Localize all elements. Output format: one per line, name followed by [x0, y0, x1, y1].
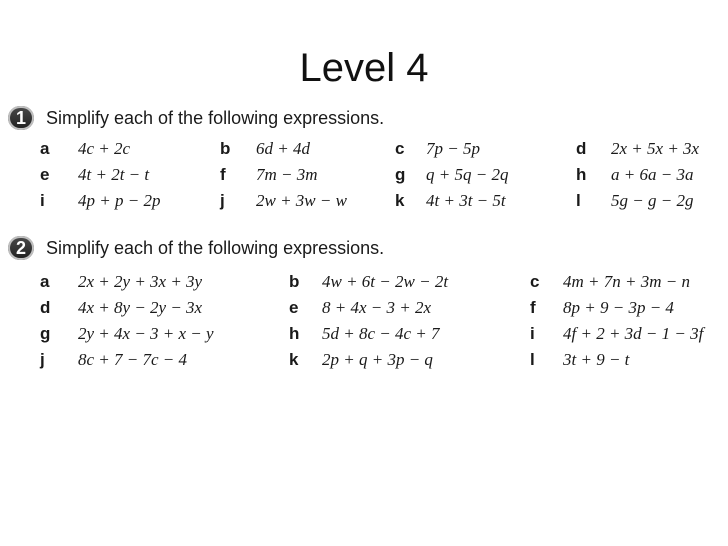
expression: 7p − 5p	[426, 139, 480, 158]
part-label: h	[576, 165, 587, 184]
exercise-row	[0, 270, 728, 294]
part-label: f	[530, 298, 536, 317]
expression: 2y + 4x − 3 + x − y	[78, 324, 214, 343]
expression: 2p + q + 3p − q	[322, 350, 433, 369]
expression: 5g − g − 2g	[611, 191, 694, 210]
exercise-row	[0, 296, 728, 320]
expression: 7m − 3m	[256, 165, 318, 184]
expression: 2x + 5x + 3x	[611, 139, 700, 158]
part-label: i	[530, 324, 535, 343]
expression: 3t + 9 − t	[563, 350, 630, 369]
part-label: a	[40, 139, 50, 158]
part-label: f	[220, 165, 226, 184]
expression: 4f + 2 + 3d − 1 − 3f	[563, 324, 704, 343]
part-label: g	[395, 165, 406, 184]
exercise-row	[0, 189, 728, 213]
expression: 4x + 8y − 2y − 3x	[78, 298, 203, 317]
part-label: g	[40, 324, 51, 343]
expression: 2x + 2y + 3x + 3y	[78, 272, 203, 291]
expression: 4p + p − 2p	[78, 191, 161, 210]
expression: 8c + 7 − 7c − 4	[78, 350, 188, 369]
part-label: b	[220, 139, 231, 158]
part-label: l	[530, 350, 535, 369]
expression: 2w + 3w − w	[256, 191, 347, 210]
part-label: j	[220, 191, 225, 210]
part-label: b	[289, 272, 300, 291]
expression: 6d + 4d	[256, 139, 310, 158]
question-2-header	[8, 235, 384, 261]
exercise-row	[0, 137, 728, 161]
expression: 4c + 2c	[78, 139, 131, 158]
expression: 8p + 9 − 3p − 4	[563, 298, 674, 317]
part-label: d	[40, 298, 51, 317]
part-label: e	[40, 165, 50, 184]
expression: q + 5q − 2q	[426, 165, 509, 184]
part-label: a	[40, 272, 50, 291]
part-label: k	[395, 191, 405, 210]
part-label: i	[40, 191, 45, 210]
expression: 4m + 7n + 3m − n	[563, 272, 690, 291]
slide-title: Level 4	[299, 46, 429, 90]
question-instruction: Simplify each of the following expressions.	[46, 237, 385, 258]
part-label: d	[576, 139, 587, 158]
exercise-row	[0, 322, 728, 346]
part-label: c	[395, 139, 405, 158]
exercise-row	[0, 348, 728, 372]
exercise-row	[0, 163, 728, 187]
part-label: h	[289, 324, 300, 343]
expression: 4w + 6t − 2w − 2t	[322, 272, 449, 291]
question-number-badge: 1	[8, 106, 34, 130]
part-label: e	[289, 298, 299, 317]
part-label: c	[530, 272, 540, 291]
question-1-header	[8, 105, 384, 131]
question-number-badge: 2	[8, 236, 34, 260]
expression: 8 + 4x − 3 + 2x	[322, 298, 432, 317]
expression: 5d + 8c − 4c + 7	[322, 324, 440, 343]
question-instruction: Simplify each of the following expressions.	[46, 107, 385, 128]
expression: 4t + 2t − t	[78, 165, 150, 184]
part-label: k	[289, 350, 299, 369]
part-label: l	[576, 191, 581, 210]
expression: a + 6a − 3a	[611, 165, 694, 184]
part-label: j	[40, 350, 45, 369]
expression: 4t + 3t − 5t	[426, 191, 506, 210]
